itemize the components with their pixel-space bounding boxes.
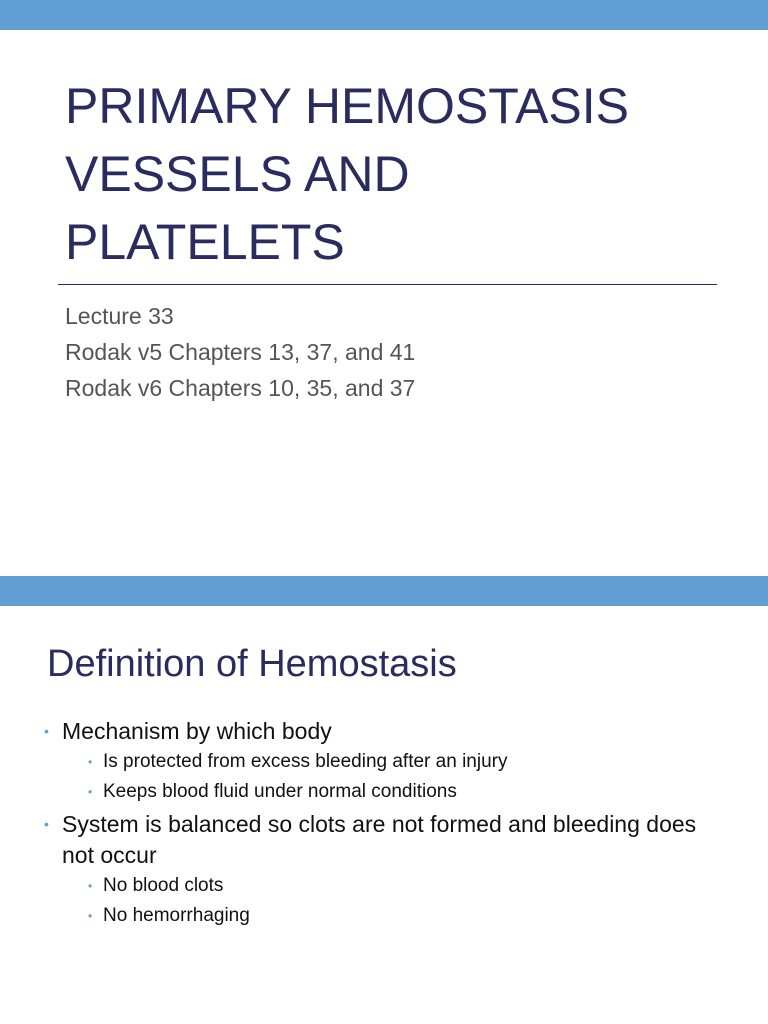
slide-top-accent-bar [0, 576, 768, 606]
bullet-item [44, 809, 734, 931]
bullet-item [44, 716, 734, 807]
bullet-dot-icon: • [88, 785, 93, 799]
sub-bullet-text: No hemorrhaging [103, 905, 250, 926]
subtitle-line: Rodak v5 Chapters 13, 37, and 41 [65, 339, 416, 365]
bullet-dot-icon: • [44, 816, 49, 832]
bullet-dot-icon: • [44, 723, 49, 739]
sub-bullet-list [62, 871, 734, 931]
slide-heading: Definition of Hemostasis [47, 643, 457, 685]
bullet-text: System is balanced so clots are not formed and bleeding does not occur [62, 811, 697, 868]
bullet-dot-icon: • [88, 909, 93, 923]
sub-bullet-text: No blood clots [103, 875, 224, 896]
slide-top-accent-bar [0, 0, 768, 30]
title-line: PRIMARY HEMOSTASIS [65, 78, 630, 134]
subtitle-line: Lecture 33 [65, 303, 174, 329]
definition-slide [0, 576, 768, 1024]
sub-bullet-item [62, 777, 734, 807]
slide-title [65, 72, 745, 276]
sub-bullet-item [62, 871, 734, 901]
subtitle-list [65, 298, 415, 406]
bullet-text: Mechanism by which body [62, 718, 332, 744]
sub-bullet-text: Keeps blood fluid under normal conditions [103, 781, 457, 802]
sub-bullet-item [62, 901, 734, 931]
title-divider [58, 284, 717, 285]
bullet-list [44, 716, 734, 933]
subtitle-line: Rodak v6 Chapters 10, 35, and 37 [65, 375, 416, 401]
bullet-dot-icon: • [88, 879, 93, 893]
title-line: VESSELS AND [65, 146, 410, 202]
sub-bullet-list [62, 747, 734, 807]
sub-bullet-item [62, 747, 734, 777]
title-line: PLATELETS [65, 214, 345, 270]
bullet-dot-icon: • [88, 755, 93, 769]
sub-bullet-text: Is protected from excess bleeding after an injury [103, 751, 508, 772]
